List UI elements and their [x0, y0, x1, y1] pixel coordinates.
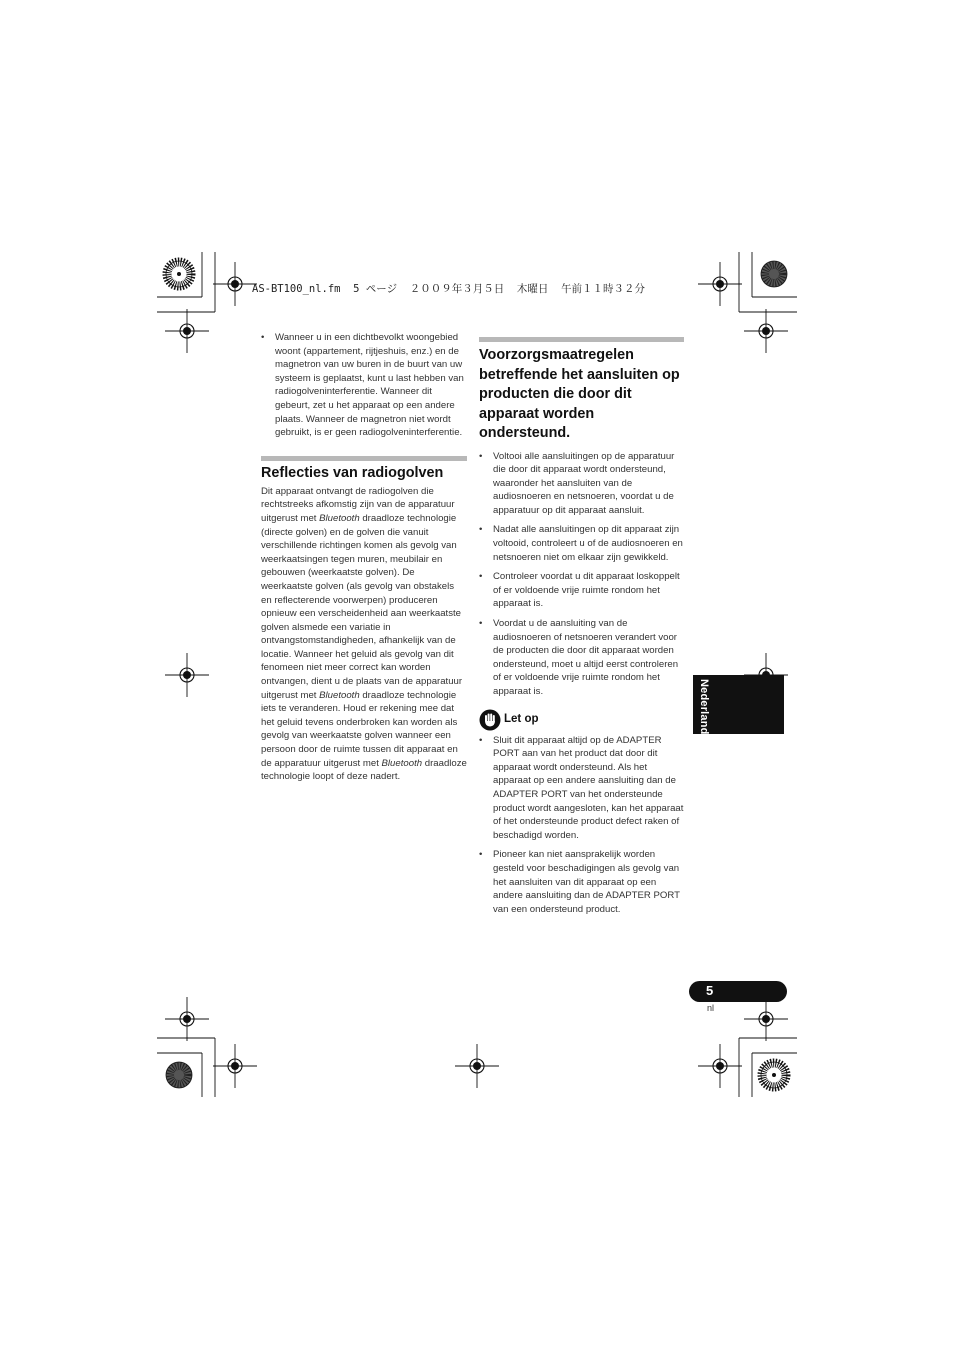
- page-language-code: nl: [707, 1003, 715, 1013]
- color-target-icon: [166, 1062, 192, 1088]
- para-text: draadloze technologie iets te veranderen. Houd er rekening mee dat het geluid tevens onderbroken kan worden als gevolg van weerkaatste golven wanneer een persoon door de ruimte tussen dit apparaat en de apparatuur uitgerust met: [261, 689, 458, 769]
- registration-mark-icon: [744, 309, 788, 353]
- section-paragraph: [261, 485, 467, 784]
- para-emphasis: Bluetooth: [319, 689, 360, 701]
- registration-mark-icon: [455, 1044, 499, 1088]
- registration-mark-icon: [698, 262, 742, 306]
- caution-heading: [479, 709, 684, 731]
- file-header: AS-BT100_nl.fm 5 ページ ２００９年３月５日 木曜日 午前１１時３２分: [252, 283, 646, 295]
- list-item: • Voordat u de aansluiting van de audiosnoeren of netsnoeren verandert voor de producten die door dit apparaat worden ondersteund, moet u altijd eerst controleren of er voldoende vrije ruimte rondom het apparaat is.: [479, 617, 684, 699]
- precaution-list: [479, 450, 684, 699]
- section-rule: [261, 456, 467, 461]
- para-emphasis: Bluetooth: [381, 757, 423, 769]
- language-tab: [693, 675, 784, 741]
- list-item: • Controleer voordat u dit apparaat loskoppelt of er voldoende vrije ruimte rondom het apparaat is.: [479, 570, 684, 611]
- intro-bullet-list: [261, 331, 467, 440]
- registration-mark-icon: [165, 653, 209, 697]
- section-title: Reflecties van radiogolven: [261, 464, 444, 481]
- color-target-icon: [761, 261, 787, 287]
- left-column: [261, 331, 467, 784]
- list-item: • Sluit dit apparaat altijd op de ADAPTER PORT aan van het product dat door dit apparaat wordt ondersteund. Als het apparaat op een andere aansluiting dan de ADAPTER PORT van het ondersteunde product wordt aangesloten, kan het apparaat of het ondersteunde product defect raken of beschadigd worden.: [479, 734, 684, 843]
- right-column: [479, 337, 684, 922]
- star-target-icon: [166, 261, 192, 287]
- list-item: • Nadat alle aansluitingen op dit apparaat zijn voltooid, controleert u of de audiosnoeren en netsnoeren niet om elkaar zijn gewikkeld.: [479, 523, 684, 564]
- registration-mark-icon: [213, 1044, 257, 1088]
- registration-mark-icon: [165, 997, 209, 1041]
- registration-mark-icon: [165, 309, 209, 353]
- page-number-badge: [689, 981, 787, 1002]
- list-item: • Wanneer u in een dichtbevolkt woongebied woont (appartement, rijtjeshuis, enz.) en de magnetron van uw buren in de buurt van uw systeem is geplaatst, kunt u last hebben van radiogolveninterferentie. Wanneer dit gebeurt, zet u het apparaat op een andere plaats. Wanneer de magnetron niet wordt gebruikt, is er geen radiogolveninterferentie.: [261, 331, 467, 440]
- para-text: draadloze technologie loopt of deze nadert.: [261, 757, 467, 783]
- caution-hand-icon: [479, 709, 501, 731]
- list-item: • Voltooi alle aansluitingen op de apparatuur die door dit apparaat wordt ondersteund, waaronder het aansluiten van de audiosnoeren en netsnoeren, voordat u de apparatuur op dit apparaat aansluit.: [479, 450, 684, 518]
- caution-list: [479, 734, 684, 917]
- para-text: draadloze technologie (directe golven) en de golven die vanuit verschillende richtingen komen als gevolg van weerkaatsingen tegen muren, meubilair en gebouwen (weerkaatste golven). De weerkaatste golven (als gevolg van obstakels en reflecterende voorwerpen) produceren opnieuw een verscheidenheid aan weerkaatste golven alsmede een variatie in ontvangstomstandigheden, afhankelijk van de locatie. Wanneer het geluid als gevolg van dit fenomeen niet meer correct kan worden ontvangen, dient u de plaats van de apparatuur uitgerust met: [261, 512, 463, 701]
- section-rule: [479, 337, 684, 342]
- registration-mark-icon: [698, 1044, 742, 1088]
- page-number: 5: [706, 983, 714, 998]
- caution-label: Let op: [504, 712, 539, 725]
- registration-mark-icon: [744, 997, 788, 1041]
- star-target-icon: [761, 1062, 787, 1088]
- registration-mark-icon: [213, 262, 257, 306]
- para-emphasis: Bluetooth: [319, 512, 360, 524]
- section-title: Voorzorgsmaatregelen betreffende het aansluiten op producten die door dit apparaat worden ondersteund.: [479, 347, 680, 441]
- list-item: • Pioneer kan niet aansprakelijk worden gesteld voor beschadigingen als gevolg van het aansluiten van dit apparaat op een andere aansluiting dan de ADAPTER PORT van een ondersteund product.: [479, 848, 684, 916]
- para-text: Dit apparaat ontvangt de radiogolven die rechtstreeks afkomstig zijn van de apparatuur uitgerust met: [261, 485, 455, 524]
- language-tab-label: Nederlands: [698, 679, 710, 741]
